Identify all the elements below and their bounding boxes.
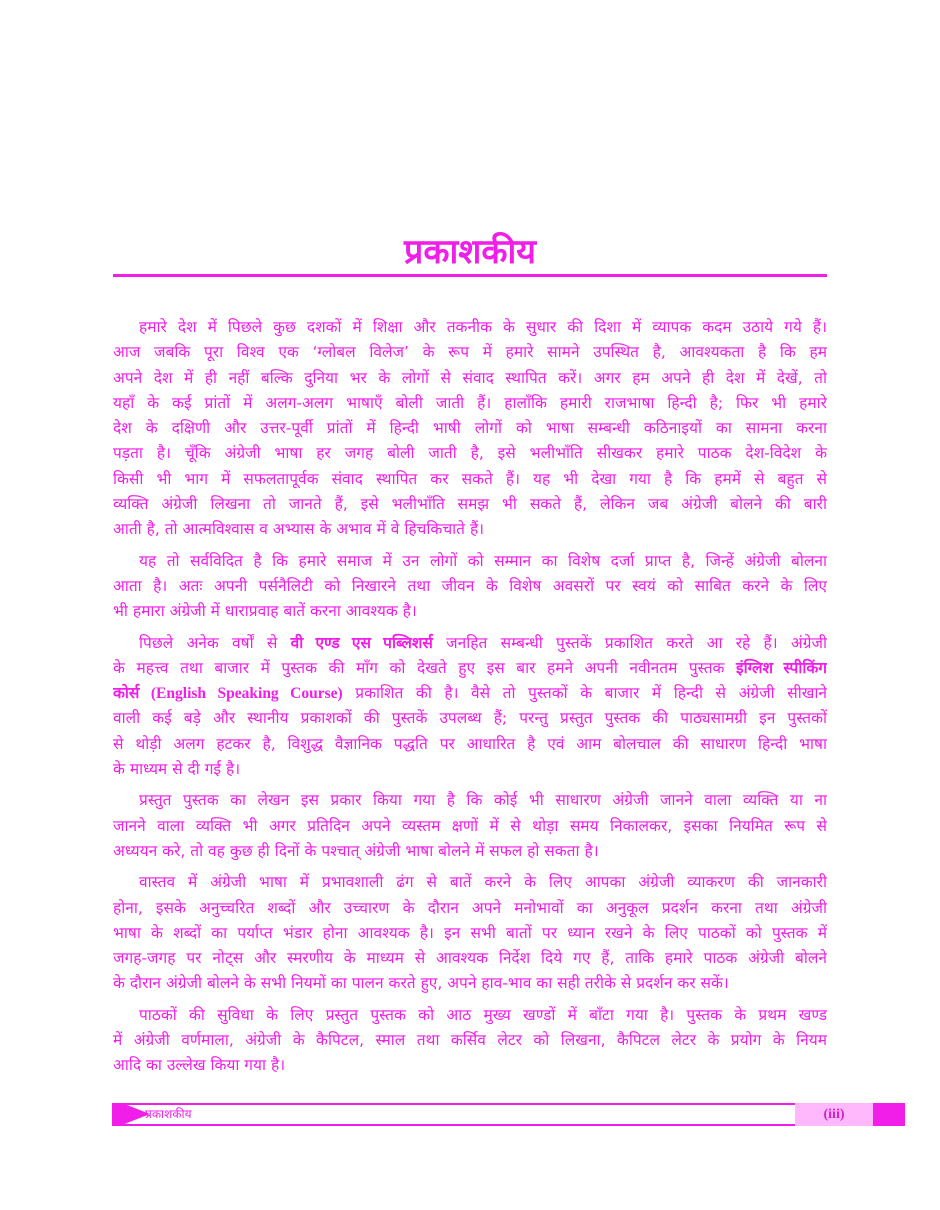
preface-body [113, 315, 827, 1085]
page-footer [112, 1103, 905, 1126]
text-line [113, 1003, 827, 1028]
paragraph [113, 788, 827, 864]
text-segment: अध्ययन करे, तो वह कुछ ही दिनों के पश्चात् अंग्रेजी भाषा बोलने में सफल हो सकता है। [113, 841, 599, 860]
text-segment: आज जबकि पूरा विश्व एक ‘ग्लोबल विलेज’ के रूप में हमारे सामने उपस्थित है, आवश्यकता है कि हम [113, 343, 827, 362]
text-line [113, 946, 827, 971]
bold-text: इंग्लिश स्पीकिंग [735, 659, 827, 677]
text-segment: यह तो सर्वविदित है कि हमारे समाज में उन लोगों को सम्मान का विशेष दर्जा प्राप्त है, जिन्हें अंग्रेजी बोलना [139, 551, 827, 570]
text-line [113, 896, 827, 921]
text-line [113, 574, 827, 599]
text-line [113, 441, 827, 466]
paragraph [113, 870, 827, 996]
text-line [113, 814, 827, 839]
text-segment: के महत्त्व तथा बाजार में पुस्तक की माँग को देखते हुए इस बार हमने अपनी नवीनतम पुस्तक [113, 658, 736, 677]
text-line [113, 870, 827, 895]
text-segment: भाषा के शब्दों का पर्याप्त भंडार होना आवश्यक है। इन सभी बातों पर ध्यान रखने के लिए पाठकों को पुस्तक में [113, 923, 827, 942]
text-line [113, 732, 827, 757]
text-line [113, 1028, 827, 1053]
text-segment: भी हमारा अंग्रेजी में धाराप्रवाह बातें करना आवश्यक है। [113, 602, 417, 621]
text-segment: किसी भी भाग में सफलतापूर्वक संवाद स्थापित कर सकते हैं। यह भी देखा गया है कि हममें से बहुत से [113, 469, 827, 488]
text-segment: से थोड़ी अलग हटकर है, विशुद्ध वैज्ञानिक पद्धति पर आधारित है एवं आम बोलचाल की साधारण हिन्दी भाषा [113, 734, 827, 753]
text-line [113, 706, 827, 731]
text-segment: देश के दक्षिणी और उत्तर-पूर्वी प्रांतों में हिन्दी भाषी लोगों को भाषा सम्बन्धी कठिनाइयों का सामना करना [113, 419, 827, 438]
text-segment: अपने देश में ही नहीं बल्कि दुनिया भर के लोगों से संवाद स्थापित करें। अगर हम अपने ही देश में देखें, तो [113, 368, 827, 387]
text-segment: में अंग्रेजी वर्णमाला, अंग्रेजी के कैपिटल, स्माल तथा कर्सिव लेटर को लिखना, कैपिटल लेटर के प्रयोग के नियम [113, 1031, 827, 1050]
text-line [113, 656, 827, 681]
text-line [113, 366, 827, 391]
footer-arrow-icon [112, 1103, 122, 1126]
text-line [113, 315, 827, 340]
text-segment: वाली कई बड़े और स्थानीय प्रकाशकों की पुस्तकें उपलब्ध हैं; परन्तु प्रस्तुत पुस्तक की पाठ्यसामग्री इन पुस्तकों [113, 709, 827, 728]
text-line [113, 391, 827, 416]
text-segment: प्रस्तुत पुस्तक का लेखन इस प्रकार किया गया है कि कोई भी साधारण अंग्रेजी जानने वाला व्यक्ति या ना [139, 791, 827, 810]
paragraph [113, 1003, 827, 1079]
paragraph [113, 315, 827, 543]
text-segment: होना, इसके अनुच्चरित शब्दों और उच्चारण के दौरान अपने मनोभावों का अनुकूल प्रदर्शन करना तथा अंग्रेजी [113, 898, 827, 917]
footer-block [873, 1103, 905, 1126]
text-segment: आता है। अतः अपनी पर्सनैलिटी को निखारने तथा जीवन के विशेष अवसरों पर स्वयं को साबित करने के लिए [113, 576, 827, 595]
text-line [113, 921, 827, 946]
bold-text: कोर्स (English Speaking Course) [113, 685, 343, 703]
text-segment: आदि का उल्लेख किया गया है। [113, 1056, 286, 1075]
text-line [113, 757, 827, 782]
text-segment: आती है, तो आत्मविश्वास व अभ्यास के अभाव में वे हिचकिचाते हैं। [113, 520, 485, 539]
text-segment: के माध्यम से दी गई है। [113, 760, 241, 779]
text-segment: यहाँ के कई प्रांतों में अलग-अलग भाषाएँ बोली जाती हैं। हालाँकि हमारी राजभाषा हिन्दी है; फिर भी हमारे [113, 393, 827, 412]
title-underline [113, 274, 827, 277]
text-line [113, 517, 827, 542]
paragraph [113, 631, 827, 783]
text-line [113, 492, 827, 517]
page-title: प्रकाशकीय [403, 232, 537, 272]
text-line [113, 340, 827, 365]
text-segment: जगह-जगह पर नोट्स और स्मरणीय के माध्यम से आवश्यक निर्देश दिये गए हैं, ताकि हमारे पाठक अंग्रेजी बोलने [113, 949, 827, 968]
text-line [113, 971, 827, 996]
footer-bar [112, 1103, 795, 1126]
text-line [113, 549, 827, 574]
text-segment: पाठकों की सुविधा के लिए प्रस्तुत पुस्तक को आठ मुख्य खण्डों में बाँटा गया है। पुस्तक के प्रथम खण्ड [139, 1005, 827, 1024]
text-line [113, 788, 827, 813]
text-segment: जानने वाला व्यक्ति भी अगर प्रतिदिन अपने व्यस्तम क्षणों में से थोड़ा समय निकालकर, इसका नियमित रूप से [113, 816, 827, 835]
text-line [113, 416, 827, 441]
text-segment: के दौरान अंग्रेजी बोलने के सभी नियमों का पालन करते हुए, अपने हाव-भाव का सही तरीके से प्रदर्शन कर सकें। [113, 974, 729, 993]
text-segment: व्यक्ति अंग्रेजी लिखना तो जानते हैं, इसे भलीभाँति समझ भी सकते हैं, लेकिन जब अंग्रेजी बोलने की बारी [113, 495, 827, 514]
text-segment: हमारे देश में पिछले कुछ दशकों में शिक्षा और तकनीक के सुधार की दिशा में व्यापक कदम उठाये गये हैं। [139, 318, 827, 336]
text-segment: पड़ता है। चूँकि अंग्रेजी भाषा हर जगह बोली जाती है, इसे भलीभाँति सीखकर हमारे पाठक देश-विदेश के [113, 444, 827, 463]
text-segment: प्रकाशित की है। वैसे तो पुस्तकों के बाजार में हिन्दी से अंग्रेजी सीखाने [342, 684, 827, 703]
page-number: (iii) [795, 1103, 873, 1126]
paragraph [113, 549, 827, 625]
text-line [113, 631, 827, 656]
text-line [113, 839, 827, 864]
text-line [113, 681, 827, 706]
text-segment: वास्तव में अंग्रेजी भाषा में प्रभावशाली ढंग से बातें करने के लिए आपका अंग्रेजी व्याकरण की जानकारी [139, 873, 827, 892]
text-line [113, 599, 827, 624]
bold-text: वी एण्ड एस पब्लिशर्स [290, 634, 433, 652]
text-line [113, 1053, 827, 1078]
footer-section-title: प्रकाशकीय [145, 1107, 192, 1121]
text-segment: पिछले अनेक वर्षों से [139, 633, 291, 652]
text-line [113, 467, 827, 492]
text-segment: जनहित सम्बन्धी पुस्तकें प्रकाशित करते आ रहे हैं। अंग्रेजी [432, 633, 827, 652]
